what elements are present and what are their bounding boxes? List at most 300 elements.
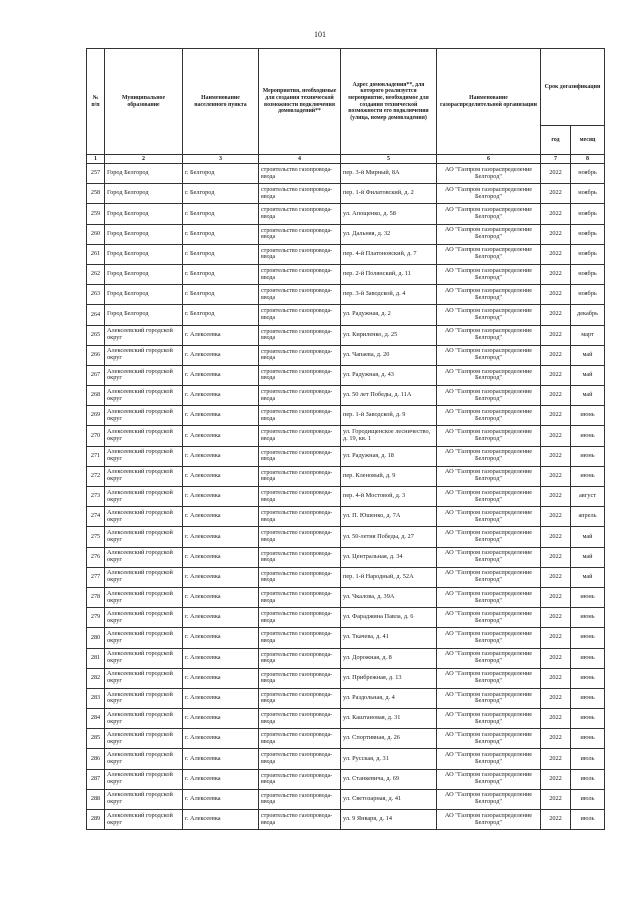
org-cell: АО "Газпром газораспределение Белгород" — [437, 426, 541, 446]
table-body — [87, 164, 605, 830]
settlement-cell: г. Алексеевка — [183, 325, 259, 345]
table-row — [87, 365, 605, 385]
settlement-cell: г. Алексеевка — [183, 567, 259, 587]
year-cell: 2022 — [541, 224, 571, 244]
org-cell: АО "Газпром газораспределение Белгород" — [437, 810, 541, 830]
org-cell: АО "Газпром газораспределение Белгород" — [437, 527, 541, 547]
settlement-cell: г. Алексеевка — [183, 648, 259, 668]
month-cell: июнь — [571, 446, 605, 466]
measure-cell: строительство газопровода-ввода — [259, 184, 341, 204]
table-row — [87, 527, 605, 547]
org-cell: АО "Газпром газораспределение Белгород" — [437, 507, 541, 527]
address-cell: пер. 3-й Мирный, 8А — [341, 164, 437, 184]
municipality-cell: Алексеевский городской округ — [105, 487, 183, 507]
address-cell: ул. Раздольная, д. 4 — [341, 688, 437, 708]
settlement-cell: г. Белгород — [183, 285, 259, 305]
table-row — [87, 305, 605, 325]
settlement-cell: г. Белгород — [183, 244, 259, 264]
measure-cell: строительство газопровода-ввода — [259, 386, 341, 406]
measure-cell: строительство газопровода-ввода — [259, 285, 341, 305]
table-row — [87, 224, 605, 244]
settlement-cell: г. Алексеевка — [183, 810, 259, 830]
address-cell: ул. Прибрежная, д. 13 — [341, 668, 437, 688]
municipality-cell: Алексеевский городской округ — [105, 466, 183, 486]
row-number: 264 — [87, 305, 105, 325]
address-cell: пер. 2-й Полянский, д. 11 — [341, 264, 437, 284]
row-number: 275 — [87, 527, 105, 547]
month-cell: июнь — [571, 688, 605, 708]
org-cell: АО "Газпром газораспределение Белгород" — [437, 345, 541, 365]
settlement-cell: г. Алексеевка — [183, 466, 259, 486]
column-number: 2 — [105, 155, 183, 164]
gasification-table — [86, 48, 605, 830]
header-num: № п/п — [87, 49, 105, 155]
measure-cell: строительство газопровода-ввода — [259, 709, 341, 729]
header-municipality: Муниципальное образование — [105, 49, 183, 155]
municipality-cell: Алексеевский городской округ — [105, 446, 183, 466]
org-cell: АО "Газпром газораспределение Белгород" — [437, 325, 541, 345]
year-cell: 2022 — [541, 709, 571, 729]
header-org: Наименование газораспределительной организации — [437, 49, 541, 155]
row-number: 259 — [87, 204, 105, 224]
address-cell: ул. Дорожная, д. 8 — [341, 648, 437, 668]
measure-cell: строительство газопровода-ввода — [259, 668, 341, 688]
year-cell: 2022 — [541, 749, 571, 769]
table-row — [87, 688, 605, 708]
measure-cell: строительство газопровода-ввода — [259, 547, 341, 567]
row-number: 265 — [87, 325, 105, 345]
month-cell: май — [571, 345, 605, 365]
table-row — [87, 567, 605, 587]
municipality-cell: Алексеевский городской округ — [105, 345, 183, 365]
address-cell: ул. 50 лет Победы, д. 11А — [341, 386, 437, 406]
municipality-cell: Город Белгород — [105, 285, 183, 305]
year-cell: 2022 — [541, 345, 571, 365]
org-cell: АО "Газпром газораспределение Белгород" — [437, 608, 541, 628]
measure-cell: строительство газопровода-ввода — [259, 527, 341, 547]
header-year: год — [541, 126, 571, 155]
measure-cell: строительство газопровода-ввода — [259, 204, 341, 224]
settlement-cell: г. Алексеевка — [183, 709, 259, 729]
column-number: 3 — [183, 155, 259, 164]
month-cell: май — [571, 386, 605, 406]
row-number: 280 — [87, 628, 105, 648]
org-cell: АО "Газпром газораспределение Белгород" — [437, 466, 541, 486]
measure-cell: строительство газопровода-ввода — [259, 244, 341, 264]
month-cell: август — [571, 487, 605, 507]
header-address: Адрес домовладения**, для которого реализуется мероприятие, необходимое для создания технической возможности его подключения (улица, номер домовладения) — [341, 49, 437, 155]
row-number: 272 — [87, 466, 105, 486]
measure-cell: строительство газопровода-ввода — [259, 628, 341, 648]
month-cell: июль — [571, 769, 605, 789]
row-number: 257 — [87, 164, 105, 184]
org-cell: АО "Газпром газораспределение Белгород" — [437, 749, 541, 769]
table-row — [87, 184, 605, 204]
measure-cell: строительство газопровода-ввода — [259, 749, 341, 769]
measure-cell: строительство газопровода-ввода — [259, 305, 341, 325]
address-cell: ул. Городищенское лесничество, д. 19, кв. 1 — [341, 426, 437, 446]
month-cell: июль — [571, 810, 605, 830]
table-header — [87, 49, 605, 164]
org-cell: АО "Газпром газораспределение Белгород" — [437, 587, 541, 607]
measure-cell: строительство газопровода-ввода — [259, 325, 341, 345]
settlement-cell: г. Алексеевка — [183, 527, 259, 547]
month-cell: июнь — [571, 668, 605, 688]
settlement-cell: г. Алексеевка — [183, 668, 259, 688]
address-cell: пер. 1-й Заводской, д. 9 — [341, 406, 437, 426]
year-cell: 2022 — [541, 507, 571, 527]
month-cell: июнь — [571, 426, 605, 446]
org-cell: АО "Газпром газораспределение Белгород" — [437, 446, 541, 466]
municipality-cell: Алексеевский городской округ — [105, 628, 183, 648]
address-cell: ул. Радужная, д. 18 — [341, 446, 437, 466]
org-cell: АО "Газпром газораспределение Белгород" — [437, 244, 541, 264]
address-cell: ул. Апощенко, д. 58 — [341, 204, 437, 224]
municipality-cell: Алексеевский городской округ — [105, 365, 183, 385]
settlement-cell: г. Алексеевка — [183, 446, 259, 466]
measure-cell: строительство газопровода-ввода — [259, 789, 341, 809]
org-cell: АО "Газпром газораспределение Белгород" — [437, 789, 541, 809]
settlement-cell: г. Алексеевка — [183, 749, 259, 769]
org-cell: АО "Газпром газораспределение Белгород" — [437, 365, 541, 385]
settlement-cell: г. Алексеевка — [183, 426, 259, 446]
address-cell: пер. 1-й Народный, д. 52А — [341, 567, 437, 587]
table-row — [87, 608, 605, 628]
table-row — [87, 668, 605, 688]
row-number: 262 — [87, 264, 105, 284]
year-cell: 2022 — [541, 244, 571, 264]
row-number: 266 — [87, 345, 105, 365]
year-cell: 2022 — [541, 547, 571, 567]
municipality-cell: Алексеевский городской округ — [105, 325, 183, 345]
municipality-cell: Алексеевский городской округ — [105, 729, 183, 749]
settlement-cell: г. Алексеевка — [183, 507, 259, 527]
org-cell: АО "Газпром газораспределение Белгород" — [437, 386, 541, 406]
measure-cell: строительство газопровода-ввода — [259, 365, 341, 385]
settlement-cell: г. Алексеевка — [183, 487, 259, 507]
page-number: 101 — [314, 30, 326, 39]
column-number: 7 — [541, 155, 571, 164]
table-row — [87, 547, 605, 567]
row-number: 285 — [87, 729, 105, 749]
settlement-cell: г. Алексеевка — [183, 345, 259, 365]
org-cell: АО "Газпром газораспределение Белгород" — [437, 406, 541, 426]
row-number: 273 — [87, 487, 105, 507]
table-row — [87, 345, 605, 365]
municipality-cell: Город Белгород — [105, 305, 183, 325]
row-number: 284 — [87, 709, 105, 729]
month-cell: май — [571, 547, 605, 567]
year-cell: 2022 — [541, 688, 571, 708]
municipality-cell: Алексеевский городской округ — [105, 527, 183, 547]
municipality-cell: Алексеевский городской округ — [105, 789, 183, 809]
row-number: 277 — [87, 567, 105, 587]
month-cell: июль — [571, 789, 605, 809]
month-cell: июнь — [571, 608, 605, 628]
org-cell: АО "Газпром газораспределение Белгород" — [437, 305, 541, 325]
measure-cell: строительство газопровода-ввода — [259, 567, 341, 587]
column-number: 6 — [437, 155, 541, 164]
year-cell: 2022 — [541, 789, 571, 809]
settlement-cell: г. Белгород — [183, 264, 259, 284]
row-number: 283 — [87, 688, 105, 708]
address-cell: ул. Чапаева, д. 20 — [341, 345, 437, 365]
row-number: 279 — [87, 608, 105, 628]
row-number: 289 — [87, 810, 105, 830]
settlement-cell: г. Белгород — [183, 305, 259, 325]
row-number: 258 — [87, 184, 105, 204]
org-cell: АО "Газпром газораспределение Белгород" — [437, 487, 541, 507]
address-cell: ул. Радужная, д. 2 — [341, 305, 437, 325]
org-cell: АО "Газпром газораспределение Белгород" — [437, 668, 541, 688]
month-cell: май — [571, 527, 605, 547]
address-cell: ул. Станкевича, д. 69 — [341, 769, 437, 789]
row-number: 267 — [87, 365, 105, 385]
month-cell: июнь — [571, 587, 605, 607]
measure-cell: строительство газопровода-ввода — [259, 224, 341, 244]
month-cell: ноябрь — [571, 164, 605, 184]
municipality-cell: Алексеевский городской округ — [105, 567, 183, 587]
org-cell: АО "Газпром газораспределение Белгород" — [437, 264, 541, 284]
year-cell: 2022 — [541, 386, 571, 406]
year-cell: 2022 — [541, 406, 571, 426]
table-row — [87, 648, 605, 668]
measure-cell: строительство газопровода-ввода — [259, 648, 341, 668]
municipality-cell: Алексеевский городской округ — [105, 688, 183, 708]
org-cell: АО "Газпром газораспределение Белгород" — [437, 164, 541, 184]
settlement-cell: г. Белгород — [183, 184, 259, 204]
row-number: 269 — [87, 406, 105, 426]
municipality-cell: Алексеевский городской округ — [105, 547, 183, 567]
measure-cell: строительство газопровода-ввода — [259, 264, 341, 284]
year-cell: 2022 — [541, 305, 571, 325]
month-cell: июнь — [571, 628, 605, 648]
year-cell: 2022 — [541, 426, 571, 446]
table-row — [87, 285, 605, 305]
org-cell: АО "Газпром газораспределение Белгород" — [437, 628, 541, 648]
address-cell: ул. 50-летия Победы, д. 27 — [341, 527, 437, 547]
municipality-cell: Город Белгород — [105, 224, 183, 244]
month-cell: июнь — [571, 709, 605, 729]
address-cell: ул. Ткачева, д. 41 — [341, 628, 437, 648]
table-row — [87, 729, 605, 749]
measure-cell: строительство газопровода-ввода — [259, 426, 341, 446]
address-cell: ул. Светозарная, д. 41 — [341, 789, 437, 809]
year-cell: 2022 — [541, 184, 571, 204]
table-row — [87, 244, 605, 264]
settlement-cell: г. Алексеевка — [183, 547, 259, 567]
month-cell: июль — [571, 749, 605, 769]
column-numbers-row — [87, 155, 605, 164]
address-cell: пер. 3-й Заводской, д. 4 — [341, 285, 437, 305]
measure-cell: строительство газопровода-ввода — [259, 688, 341, 708]
column-number: 4 — [259, 155, 341, 164]
month-cell: ноябрь — [571, 204, 605, 224]
municipality-cell: Алексеевский городской округ — [105, 810, 183, 830]
month-cell: апрель — [571, 507, 605, 527]
table-row — [87, 749, 605, 769]
settlement-cell: г. Алексеевка — [183, 769, 259, 789]
month-cell: июнь — [571, 406, 605, 426]
row-number: 263 — [87, 285, 105, 305]
year-cell: 2022 — [541, 466, 571, 486]
table-row — [87, 769, 605, 789]
row-number: 286 — [87, 749, 105, 769]
table-row — [87, 204, 605, 224]
year-cell: 2022 — [541, 608, 571, 628]
row-number: 271 — [87, 446, 105, 466]
year-cell: 2022 — [541, 567, 571, 587]
year-cell: 2022 — [541, 204, 571, 224]
address-cell: ул. Фараджина Павла, д. 6 — [341, 608, 437, 628]
table-row — [87, 325, 605, 345]
table-row — [87, 406, 605, 426]
municipality-cell: Алексеевский городской округ — [105, 406, 183, 426]
header-deadline: Срок догазификации — [541, 49, 605, 126]
row-number: 278 — [87, 587, 105, 607]
address-cell: ул. Кириленко, д. 25 — [341, 325, 437, 345]
measure-cell: строительство газопровода-ввода — [259, 164, 341, 184]
year-cell: 2022 — [541, 325, 571, 345]
month-cell: июнь — [571, 466, 605, 486]
year-cell: 2022 — [541, 769, 571, 789]
measure-cell: строительство газопровода-ввода — [259, 608, 341, 628]
row-number: 261 — [87, 244, 105, 264]
municipality-cell: Город Белгород — [105, 244, 183, 264]
address-cell: ул. П. Юшенко, д. 7А — [341, 507, 437, 527]
org-cell: АО "Газпром газораспределение Белгород" — [437, 547, 541, 567]
settlement-cell: г. Алексеевка — [183, 628, 259, 648]
year-cell: 2022 — [541, 729, 571, 749]
row-number: 274 — [87, 507, 105, 527]
column-number: 1 — [87, 155, 105, 164]
settlement-cell: г. Алексеевка — [183, 608, 259, 628]
municipality-cell: Алексеевский городской округ — [105, 386, 183, 406]
table-row — [87, 789, 605, 809]
month-cell: июнь — [571, 729, 605, 749]
row-number: 268 — [87, 386, 105, 406]
year-cell: 2022 — [541, 668, 571, 688]
measure-cell: строительство газопровода-ввода — [259, 406, 341, 426]
month-cell: декабрь — [571, 305, 605, 325]
org-cell: АО "Газпром газораспределение Белгород" — [437, 224, 541, 244]
org-cell: АО "Газпром газораспределение Белгород" — [437, 567, 541, 587]
settlement-cell: г. Алексеевка — [183, 688, 259, 708]
municipality-cell: Алексеевский городской округ — [105, 507, 183, 527]
row-number: 270 — [87, 426, 105, 446]
municipality-cell: Алексеевский городской округ — [105, 769, 183, 789]
table-row — [87, 507, 605, 527]
year-cell: 2022 — [541, 648, 571, 668]
table-row — [87, 709, 605, 729]
settlement-cell: г. Алексеевка — [183, 386, 259, 406]
municipality-cell: Алексеевский городской округ — [105, 648, 183, 668]
measure-cell: строительство газопровода-ввода — [259, 587, 341, 607]
row-number: 288 — [87, 789, 105, 809]
measure-cell: строительство газопровода-ввода — [259, 466, 341, 486]
table-row — [87, 487, 605, 507]
row-number: 276 — [87, 547, 105, 567]
year-cell: 2022 — [541, 527, 571, 547]
table-row — [87, 386, 605, 406]
settlement-cell: г. Белгород — [183, 224, 259, 244]
column-number: 8 — [571, 155, 605, 164]
org-cell: АО "Газпром газораспределение Белгород" — [437, 729, 541, 749]
table-row — [87, 628, 605, 648]
municipality-cell: Город Белгород — [105, 264, 183, 284]
month-cell: июнь — [571, 648, 605, 668]
month-cell: ноябрь — [571, 285, 605, 305]
org-cell: АО "Газпром газораспределение Белгород" — [437, 204, 541, 224]
measure-cell: строительство газопровода-ввода — [259, 729, 341, 749]
address-cell: ул. 9 Января, д. 14 — [341, 810, 437, 830]
table-row — [87, 446, 605, 466]
org-cell: АО "Газпром газораспределение Белгород" — [437, 184, 541, 204]
measure-cell: строительство газопровода-ввода — [259, 487, 341, 507]
table-row — [87, 466, 605, 486]
settlement-cell: г. Алексеевка — [183, 406, 259, 426]
address-cell: пер. 1-й Филатовский, д. 2 — [341, 184, 437, 204]
month-cell: март — [571, 325, 605, 345]
address-cell: пер. 4-й Платоновский, д. 7 — [341, 244, 437, 264]
month-cell: ноябрь — [571, 224, 605, 244]
municipality-cell: Алексеевский городской округ — [105, 608, 183, 628]
address-cell: ул. Центральная, д. 34 — [341, 547, 437, 567]
header-settlement: Наименование населенного пункта — [183, 49, 259, 155]
year-cell: 2022 — [541, 487, 571, 507]
month-cell: ноябрь — [571, 264, 605, 284]
org-cell: АО "Газпром газораспределение Белгород" — [437, 285, 541, 305]
address-cell: ул. Русская, д. 31 — [341, 749, 437, 769]
measure-cell: строительство газопровода-ввода — [259, 769, 341, 789]
measure-cell: строительство газопровода-ввода — [259, 810, 341, 830]
measure-cell: строительство газопровода-ввода — [259, 446, 341, 466]
municipality-cell: Город Белгород — [105, 164, 183, 184]
month-cell: май — [571, 567, 605, 587]
municipality-cell: Алексеевский городской округ — [105, 668, 183, 688]
settlement-cell: г. Белгород — [183, 204, 259, 224]
table-row — [87, 587, 605, 607]
year-cell: 2022 — [541, 628, 571, 648]
table-row — [87, 426, 605, 446]
row-number: 281 — [87, 648, 105, 668]
header-month: месяц — [571, 126, 605, 155]
municipality-cell: Алексеевский городской округ — [105, 426, 183, 446]
row-number: 287 — [87, 769, 105, 789]
header-measure: Мероприятия, необходимые для создания технической возможности подключения домовладений** — [259, 49, 341, 155]
table-row — [87, 164, 605, 184]
row-number: 260 — [87, 224, 105, 244]
year-cell: 2022 — [541, 810, 571, 830]
address-cell: ул. Дальняя, д. 32 — [341, 224, 437, 244]
year-cell: 2022 — [541, 264, 571, 284]
year-cell: 2022 — [541, 587, 571, 607]
org-cell: АО "Газпром газораспределение Белгород" — [437, 769, 541, 789]
org-cell: АО "Газпром газораспределение Белгород" — [437, 648, 541, 668]
settlement-cell: г. Алексеевка — [183, 729, 259, 749]
address-cell: ул. Каштановая, д. 31 — [341, 709, 437, 729]
measure-cell: строительство газопровода-ввода — [259, 345, 341, 365]
settlement-cell: г. Алексеевка — [183, 365, 259, 385]
year-cell: 2022 — [541, 446, 571, 466]
month-cell: ноябрь — [571, 244, 605, 264]
municipality-cell: Город Белгород — [105, 204, 183, 224]
org-cell: АО "Газпром газораспределение Белгород" — [437, 709, 541, 729]
municipality-cell: Город Белгород — [105, 184, 183, 204]
settlement-cell: г. Алексеевка — [183, 789, 259, 809]
year-cell: 2022 — [541, 365, 571, 385]
address-cell: ул. Чкалова, д. 39А — [341, 587, 437, 607]
